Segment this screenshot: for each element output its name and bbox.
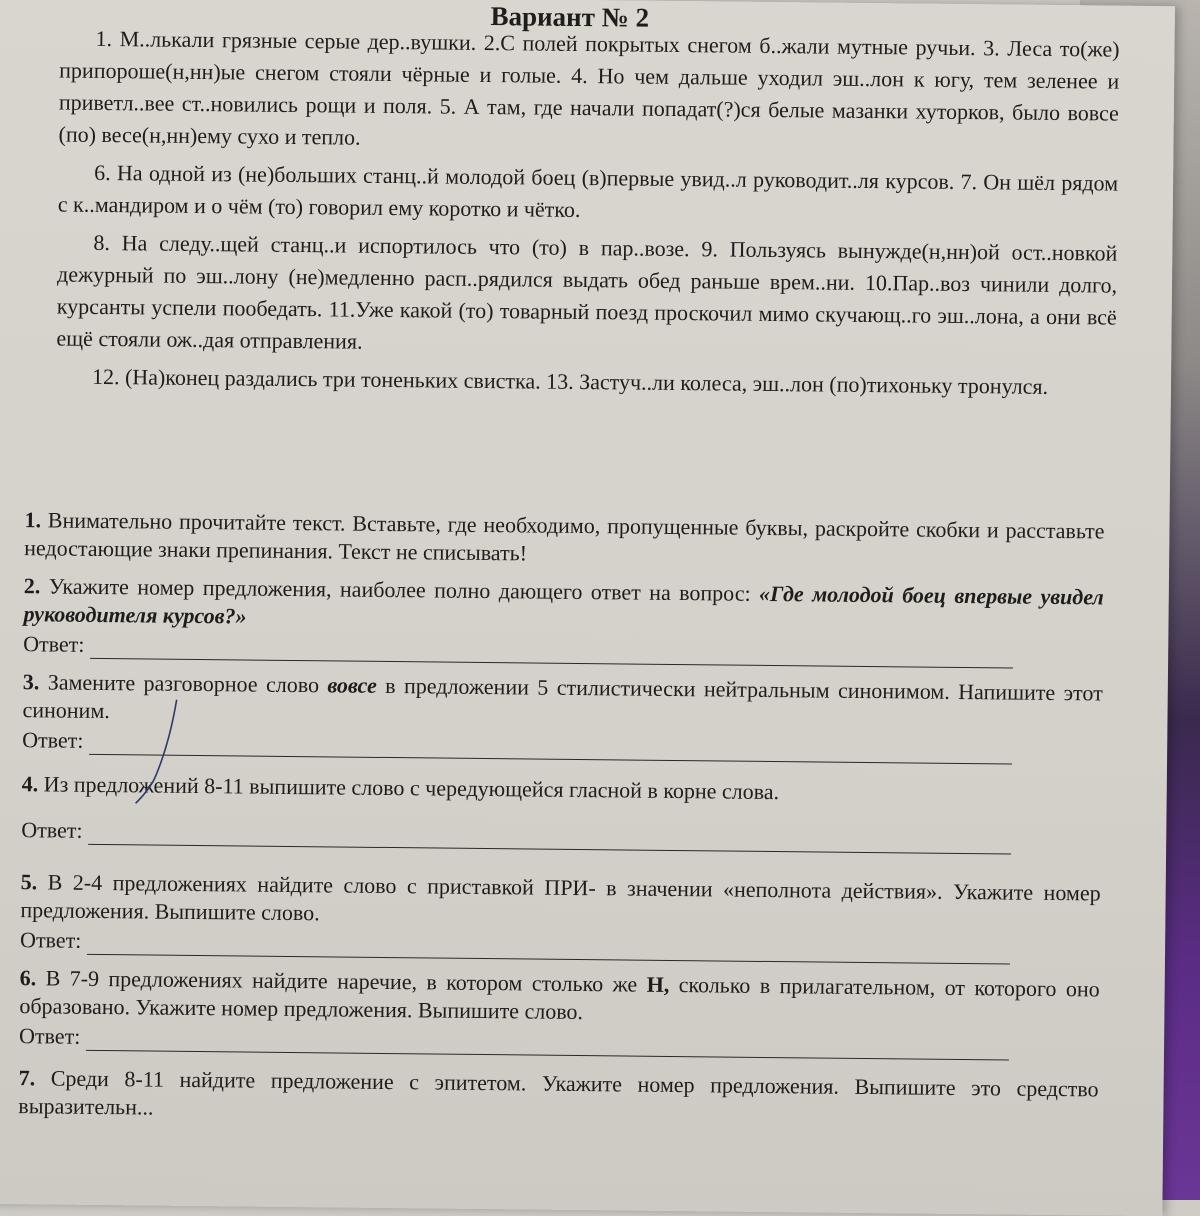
passage-paragraph-2: 6. На одной из (не)больших станц..й молодой боец (в)первые увид..л руководит..ля курсов. 7. Он шёл рядом с к..мандиром и о чём (то) говорил ему коротко и чётко. [57, 159, 1119, 222]
pen-stroke-mark [132, 695, 193, 806]
answer-row-4 [21, 816, 1101, 855]
passage-paragraph-3: 8. На следу..щей станц..и испортилось что (то) в пар..возе. 9. Пользуясь вынужде(н,нн)ой ост..новкой дежурный по эш..лону (не)медленно расп..рядился выдать обед раньше врем..ни. 10.Пар..воз чинили долго, курсанты успели пообедать. 11.Уже какой (то) товарный поезд проскочил мимо скучающ..го эш..лона, а они всё ещё стояли ож..дая отправления. [56, 229, 1118, 354]
task-1: 1. Внимательно прочитайте текст. Вставьте, где необходимо, пропущенные буквы, раскройте скобки и расставьте недостающие знаки препинания. Текст не списывать! [24, 507, 1105, 566]
answer-label: Ответ: [18, 1023, 81, 1049]
answer-label: Ответ: [21, 817, 83, 843]
passage-paragraph-1: 1. М..лькали грязные серые дер..вушки. 2.С полей покрытых снегом б..жали мутные ручьи. 3. Леса то(же) припороше(н,нн)ые снегом стояли чёрные и голые. 4. Но чем дальше уходил эш..лон к югу, тем зеленее и приветл..вее ст..новились рощи и поля. 5. А там, где начали попадат(?)ся белые мазанки хуторков, было вовсе (по) весе(н,нн)ему сухо и тепло. [58, 25, 1120, 150]
task-2-question: «Где молодой боец впервые увидел руководителя курсов?» [23, 580, 1104, 629]
answer-label: Ответ: [23, 631, 85, 657]
answer-line-5[interactable] [87, 932, 1010, 965]
task-3: 3. Замените разговорное слово вовсе в предложении 5 стилистически нейтральным синонимом. Напишите этот синоним. [22, 669, 1103, 724]
task-7: 7. Среди 8-11 найдите предложение с эпитетом. Укажите номер предложения. Выпишите это средство выразительн... [18, 1065, 1099, 1120]
tasks-section [18, 506, 1104, 1141]
passage-paragraph-4: 12. (На)конец раздались три тоненьких свистка. 13. Застуч..ли колеса, эш..лон (по)тихоньку тронулся. [91, 363, 1049, 399]
task-5: 5. В 2-4 предложениях найдите слово с приставкой ПРИ- в значении «неполнота действия». Укажите номер предложения. Выпишите слово. [20, 869, 1101, 926]
answer-line-2[interactable] [90, 636, 1013, 669]
answer-line-6[interactable] [86, 1028, 1009, 1061]
answer-label: Ответ: [19, 927, 82, 953]
task-2: 2. Укажите номер предложения, наиболее полно дающего ответ на вопрос: «Где молодой боец впервые увидел руководителя курсов?» [23, 573, 1104, 629]
page-title: Вариант № 2 [490, 1, 650, 33]
task-4: 4. Из предложений 8-11 выпишите слово с чередующейся гласной в корне слова. [21, 771, 780, 805]
answer-line-4[interactable] [88, 822, 1011, 855]
task-6: 6. В 7-9 предложениях найдите наречие, в котором столько же Н, сколько в прилагательном, от которого оно образовано. Укажите номер предложения. Выпишите слово. [19, 965, 1100, 1025]
passage-text [56, 23, 1120, 410]
answer-label: Ответ: [22, 727, 84, 753]
task-3-word: вовсе [327, 672, 377, 698]
answer-line-3[interactable] [89, 732, 1012, 765]
task-6-letter: Н, [646, 971, 670, 997]
